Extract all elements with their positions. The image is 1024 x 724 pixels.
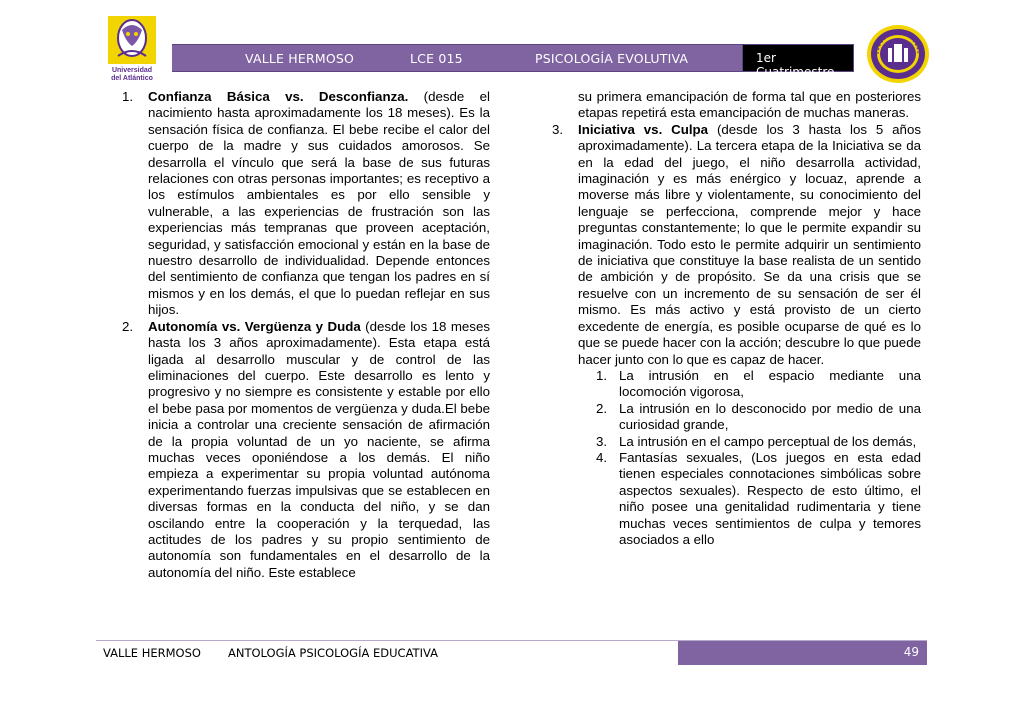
sub-item-text: La intrusión en lo desconocido por medio de una curiosidad grande, <box>619 400 921 433</box>
sub-list-number: 4. <box>596 449 608 465</box>
sub-item-text: Fantasías sexuales, (Los juegos en esta edad tienen especiales connotaciones simbólicas sobre aspectos sexuales). Respecto de esto último, el niño posee una genitalidad rudimentaria y tiene muchas veces sentimientos de culpa y temores asociados a ello <box>619 449 921 547</box>
item-title: Autonomía vs. Vergüenza y Duda <box>148 318 361 334</box>
footer-school: VALLE HERMOSO <box>103 646 201 660</box>
page-number: 49 <box>903 645 919 659</box>
left-column <box>122 89 490 581</box>
svg-text:del Atlántico: del Atlántico <box>111 75 153 82</box>
sub-list-item-2 <box>596 401 921 434</box>
header-bar <box>172 44 742 72</box>
sub-list <box>596 368 921 548</box>
seal-logo <box>866 24 930 84</box>
item-text: (desde los 3 hasta los 5 años aproximadamente). La tercera etapa de la Iniciativa se da en la edad del juego, el niño desarrolla actividad, imaginación y es más enérgico y locuaz, aprende a moverse más libre y violentamente, su conocimiento del lenguaje se perfecciona, comprende mejor y hace preguntas constantemente; lo que le permite expandir su imaginación. Todo esto le permite adquirir un sentimiento de iniciativa que constituye la base realista de un sentido de ambición y de propósito. Se da una crisis que se resuelve con un incremento de su sensación de ser él mismo. Es más activo y está provisto de un cierto excedente de energía, es posible ocuparse de qué es lo que se puede hacer con la acción; descubre lo que puede hacer junto con lo que es capaz de hacer. <box>578 121 921 367</box>
sub-list-item-1 <box>596 368 921 401</box>
list-item-2 <box>122 319 490 582</box>
item-title: Iniciativa vs. Culpa <box>578 121 709 137</box>
footer-page-box <box>678 641 927 665</box>
list-item-1 <box>122 89 490 319</box>
right-column <box>552 89 921 548</box>
sub-list-number: 3. <box>596 433 608 449</box>
header-term-box <box>742 44 854 79</box>
sub-list-item-3 <box>596 434 921 450</box>
header-program: LCE 015 <box>410 51 463 66</box>
university-logo <box>108 16 156 82</box>
continuation-text: su primera emancipación de forma tal que en posteriores etapas repetirá esta emancipación de muchas maneras. <box>578 89 921 121</box>
sub-item-text: La intrusión en el campo perceptual de los demás, <box>619 433 917 449</box>
list-number: 2. <box>122 318 134 334</box>
footer-title: ANTOLOGÍA PSICOLOGÍA EDUCATIVA <box>228 646 438 660</box>
item-text: (desde los 18 meses hasta los 3 años aproximadamente). Esta etapa está ligada al desarrollo muscular y de control de las eliminaciones del cuerpo. Este desarrollo es lento y progresivo y no siempre es consistente y estable por ello el bebe pasa por momentos de vergüenza y duda.El bebe inicia a controlar una creciente sensación de afirmación de la propia voluntad de un yo naciente, se afirma muchas veces oponiéndose a los demás. El niño empieza a experimentar su propia voluntad autónoma experimentando fuerzas impulsivas que se establecen en diversas formas en la conducta del niño, y se dan oscilando entre la cooperación y la terquedad, las actitudes de los padres y su propio sentimiento de autonomía son fundamentales en el desarrollo de la autonomía del niño. Este establece <box>148 318 491 580</box>
header-school: VALLE HERMOSO <box>245 51 355 66</box>
sub-list-number: 1. <box>596 367 608 383</box>
header-term: 1er Cuatrimestre <box>756 51 835 79</box>
list-item-3 <box>552 122 921 368</box>
header-subject: PSICOLOGÍA EVOLUTIVA <box>535 51 689 66</box>
sub-list-number: 2. <box>596 400 608 416</box>
svg-text:Universidad: Universidad <box>111 67 153 74</box>
list-number: 1. <box>122 89 134 104</box>
item-title: Confianza Básica vs. Desconfianza. <box>148 89 409 104</box>
sub-item-text: La intrusión en el espacio mediante una locomoción vigorosa, <box>619 367 921 400</box>
list-number: 3. <box>552 121 564 137</box>
item-text: (desde el nacimiento hasta aproximadamente los 18 meses). Es la sensación física de confianza. El bebe recibe el calor del cuerpo de la madre y sus cuidados amorosos. Se desarrolla el vínculo que será la base de sus futuras relaciones con otras personas importantes; es receptivo a los estímulos ambientales es por ello sensible y vulnerable, a las experiencias de frustración son las experiencias más tempranas que proveen aceptación, seguridad, y satisfacción emocional y están en la base de nuestro desarrollo de individualidad. Depende entonces del sentimiento de confianza que tengan los padres en sí mismos y en los demás, el que lo puedan reflejar en sus hijos. <box>148 89 490 318</box>
sub-list-item-4 <box>596 450 921 548</box>
